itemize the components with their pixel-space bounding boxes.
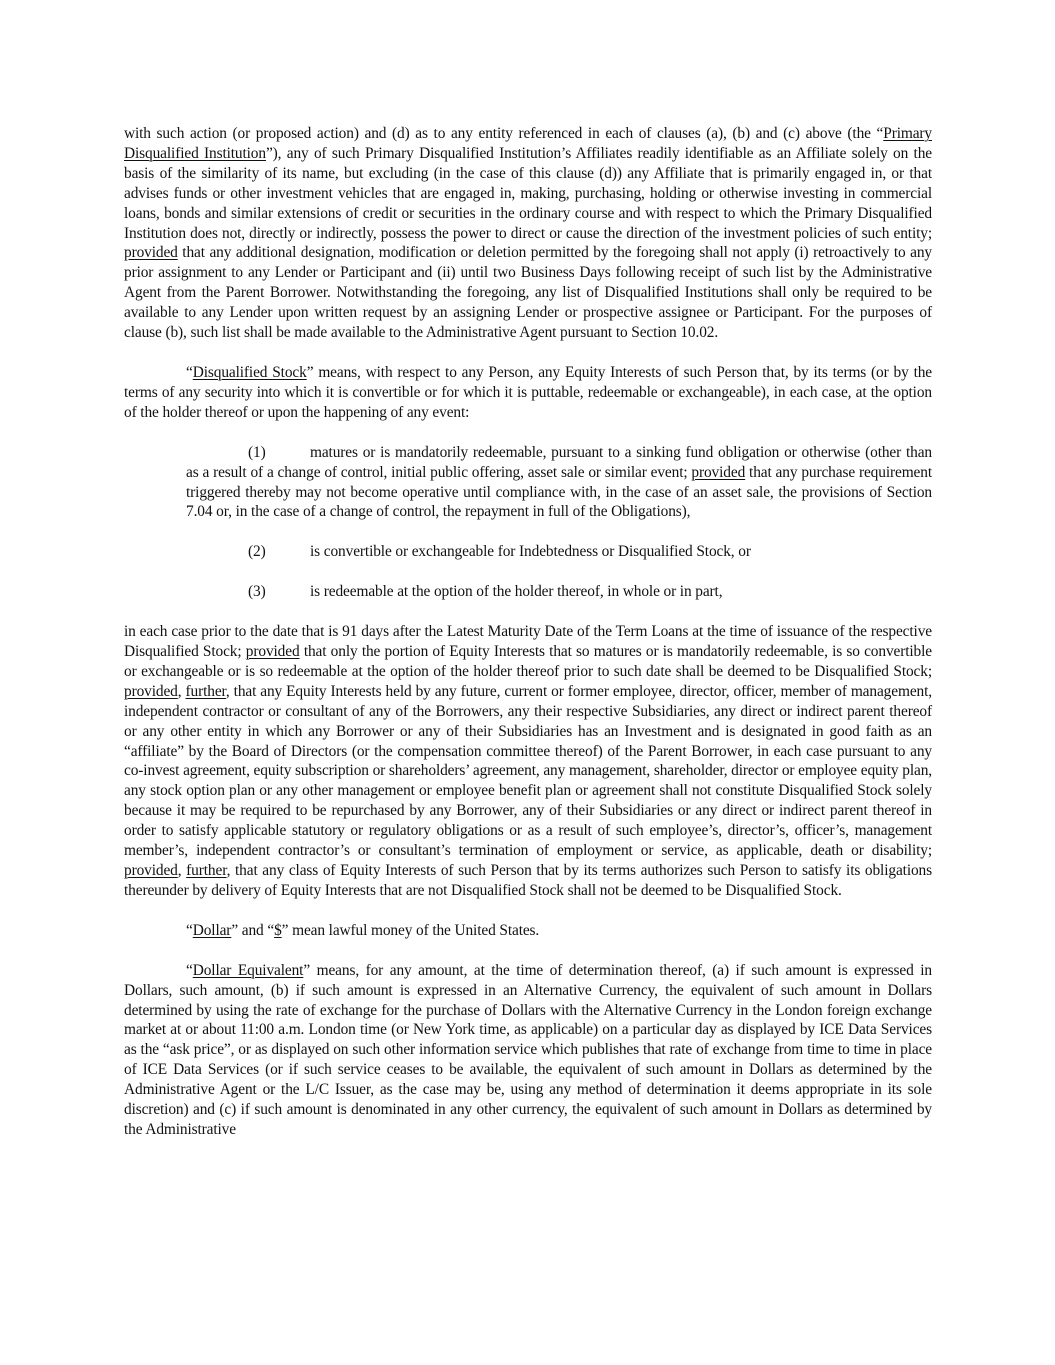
defined-term-disqualified-stock: Disqualified Stock <box>192 363 307 381</box>
defined-term-primary-disqualified-institution: Primary Disqualified Institution <box>124 125 932 162</box>
paragraph-disqualified-stock-proviso: in each case prior to the date that is 91 days after the Latest Maturity Date of the Term Loans at the time of issuance of the respective Disqualified Stock; provided that only the portion of Equity Interests that so matures or is mandatorily redeemable, is so convertible or exchangeable or is so redeemable at the option of the holder thereof prior to such date shall be deemed to be Disqualified Stock; provided, further, that any Equity Interests held by any future, current or former employee, director, officer, member of management, independent contractor or consultant of any of the Borrowers, any their respective Subsidiaries, any direct or indirect parent thereof or any other entity in which any Borrower or any of their Subsidiaries has an Investment and is designated in good faith as an “affiliate” by the Board of Directors (or the compensation committee thereof) of the Parent Borrower, in each case pursuant to any co-invest agreement, equity subscription or shareholders’ agreement, any management, shareholder, director or employee equity plan, any stock option plan or any other management or employee benefit plan or agreement shall not constitute Disqualified Stock solely because it may be required to be repurchased by any Borrower, any of their Subsidiaries or any direct or indirect parent thereof in order to satisfy applicable statutory or regulatory obligations or as a result of such employee’s, director’s, officer’s, management member’s, independent contractor’s or consultant’s termination of employment or service, as applicable, death or disability; provided, further, that any class of Equity Interests of such Person that by its terms authorizes such Person to satisfy its obligations thereunder by delivery of Equity Interests that are not Disqualified Stock shall not be deemed to be Disqualified Stock. <box>124 623 932 899</box>
defined-term-dollar-equivalent: Dollar Equivalent <box>192 961 304 979</box>
paragraph-primary-disqualified-institution: with such action (or proposed action) and (d) as to any entity referenced in each of clauses (a), (b) and (c) above (the “Primary Disqualified Institution”), any of such Primary Disqualified Institution’s Affiliates readily identifiable as an Affiliate solely on the basis of the similarity of its name, but excluding (in the case of this clause (d)) any Affiliate that is primarily engaged in, or that advises funds or other investment vehicles that are engaged in, making, purchasing, holding or otherwise investing in commercial loans, bonds and similar extensions of credit or securities in the ordinary course and with respect to which the Primary Disqualified Institution does not, directly or indirectly, possess the power to direct or cause the direction of the investment policies of such entity; provided that any additional designation, modification or deletion permitted by the foregoing shall not apply (i) retroactively to any prior assignment to any Lender or Participant and (ii) until two Business Days following receipt of such list by the Administrative Agent from the Parent Borrower. Notwithstanding the foregoing, any list of Disqualified Institutions shall only be required to be available to any Lender upon written request by an assigning Lender or prospective assignee or Participant. For the purposes of clause (b), such list shall be made available to the Administrative Agent pursuant to Section 10.02. <box>124 125 932 342</box>
term-provided: provided <box>124 682 178 700</box>
term-further: further <box>186 862 227 879</box>
list-number: (3) <box>248 583 266 601</box>
list-item-2: (2) is convertible or exchangeable for Indebtedness or Disqualified Stock, or <box>248 543 751 561</box>
paragraph-dollar-equivalent: “Dollar Equivalent” means, for any amount, at the time of determination thereof, (a) if such amount is expressed in Dollars, such amount, (b) if such amount is expressed in an Alternative Currency, the equivalent of such amount in Dollars determined by using the rate of exchange for the purchase of Dollars with the Alternative Currency in the London foreign exchange market at or about 11:00 a.m. London time (or New York time, as applicable) on a particular day as displayed by ICE Data Services as the “ask price”, or as displayed on such other information service which publishes that rate of exchange from time to time in place of ICE Data Services (or if such service ceases to be available, the equivalent of such amount in Dollars as determined by the Administrative Agent or the L/C Issuer, as the case may be, using any method of determination it deems appropriate in its sole discretion) and (c) if such amount is denominated in any other currency, the equivalent of such amount in Dollars as determined by the Administrative <box>124 961 932 1138</box>
paragraph-disqualified-stock: “Disqualified Stock” means, with respect to any Person, any Equity Interests of such Person that, by its terms (or by the terms of any security into which it is convertible or for which it is puttable, redeemable or exchangeable), in each case, at the option of the holder thereof or upon the happening of any event: <box>124 363 933 421</box>
term-provided: provided <box>245 643 300 661</box>
term-provided: provided <box>124 862 178 879</box>
list-item-1: (1) matures or is mandatorily redeemable, pursuant to a sinking fund obligation or otherwise (other than as a result of a change of control, initial public offering, asset sale or similar event; provided that any purchase requirement triggered thereby may not become operative until compliance with, in the case of an asset sale, the provisions of Section 7.04 or, in the case of a change of control, the repayment in full of the Obligations), <box>186 443 932 521</box>
document-body <box>124 124 932 1140</box>
list-number: (1) <box>248 443 266 461</box>
list-item-3: (3) is redeemable at the option of the holder thereof, in whole or in part, <box>248 583 723 601</box>
term-provided: provided <box>124 244 178 262</box>
defined-term-dollar: Dollar <box>192 921 232 939</box>
term-provided: provided <box>691 463 746 481</box>
term-further: further <box>185 682 226 700</box>
list-number: (2) <box>248 543 266 561</box>
paragraph-dollar: “Dollar” and “$” mean lawful money of the United States. <box>186 921 540 939</box>
defined-term-dollar-sign: $ <box>274 921 282 939</box>
